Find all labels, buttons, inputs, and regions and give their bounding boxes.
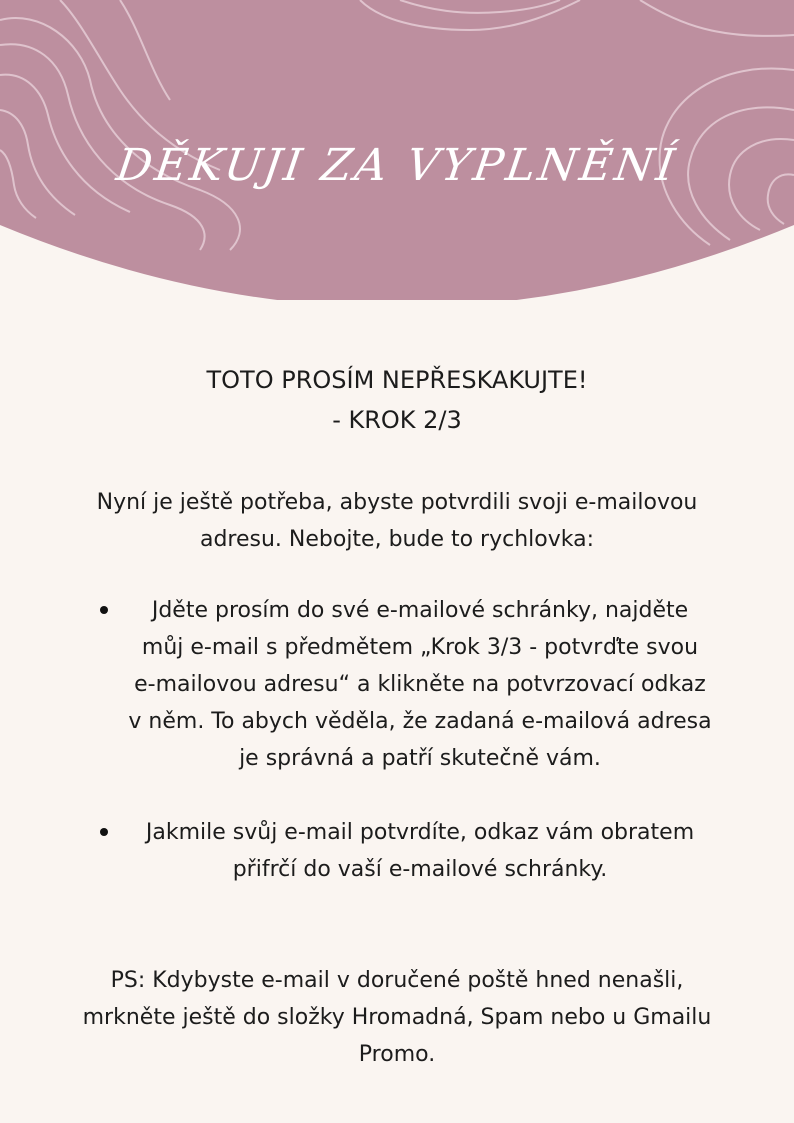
header-banner (0, 0, 794, 300)
ps-note: PS: Kdybyste e-mail v doručené poště hned nenašli, mrkněte ještě do složky Hromadná, Spam nebo u Gmailu Promo. (82, 968, 712, 1067)
warning-line-1: TOTO PROSÍM NEPŘESKAKUJTE! (206, 366, 588, 394)
list-item (0, 814, 794, 888)
instruction-list (0, 592, 794, 888)
page-title: DĚKUJI ZA VYPLNĚNÍ (113, 140, 681, 191)
list-item (0, 592, 794, 777)
warning-line-2: - KROK 2/3 (332, 406, 462, 434)
bullet-dot-icon (100, 606, 108, 614)
list-item-text: Jděte prosím do své e-mailové schránky, najděte můj e-mail s předmětem „Krok 3/3 - potvrďte svou e-mailovou adresu“ a klikněte na potvrzovací odkaz v něm. To abych věděla, že zadaná e-mailová adresa je správná a patří skutečně vám. (128, 598, 712, 771)
warning-block (0, 360, 794, 440)
intro-text: Nyní je ještě potřeba, abyste potvrdili svoji e-mailovou adresu. Nebojte, bude to rychlovka: (96, 490, 698, 552)
bullet-dot-icon (100, 828, 108, 836)
list-item-text: Jakmile svůj e-mail potvrdíte, odkaz vám obratem přifrčí do vaší e-mailové schránky. (145, 820, 695, 882)
